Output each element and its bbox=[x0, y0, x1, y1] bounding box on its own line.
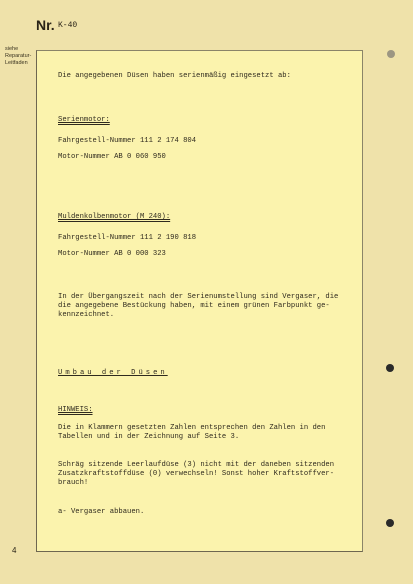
header-code: K-40 bbox=[58, 21, 78, 30]
uebergang-line-3: kennzeichnet. bbox=[58, 311, 115, 319]
hinweis-line-2: Tabellen und in der Zeichnung auf Seite 3. bbox=[58, 433, 240, 441]
serienmotor-heading: Serienmotor: bbox=[58, 116, 110, 124]
schraeg-line-1: Schräg sitzende Leerlaufdüse (3) nicht mit der daneben sitzenden bbox=[58, 461, 335, 469]
punch-hole-icon bbox=[387, 50, 395, 58]
uebergang-line-1: In der Übergangszeit nach der Serienumstellung sind Vergaser, die bbox=[58, 293, 339, 301]
page-number: 4 bbox=[12, 546, 17, 555]
side-note: siehe Reparatur-Leitfaden bbox=[5, 46, 32, 66]
hinweis-line-1: Die in Klammern gesetzten Zahlen entsprechen den Zahlen in den bbox=[58, 424, 326, 432]
mulden-heading: Muldenkolbenmotor (M 240): bbox=[58, 213, 171, 221]
step-a: a- Vergaser abbauen. bbox=[58, 508, 145, 516]
uebergang-line-2: die angegebene Bestückung haben, mit einem grünen Farbpunkt ge- bbox=[58, 302, 330, 310]
hinweis-heading: HINWEIS: bbox=[58, 406, 93, 414]
punch-hole-icon bbox=[386, 519, 394, 527]
schraeg-line-3: brauch! bbox=[58, 479, 89, 487]
serien-motor: Motor-Nummer AB 0 060 950 bbox=[58, 153, 166, 161]
schraeg-line-2: Zusatzkraftstoffdüse (0) verwechseln! Sonst hoher Kraftstoffver- bbox=[58, 470, 335, 478]
intro-line: Die angegebenen Düsen haben serienmäßig eingesetzt ab: bbox=[58, 72, 291, 80]
punch-hole-icon bbox=[386, 364, 394, 372]
header-nr: Nr. bbox=[36, 17, 55, 33]
mulden-fahrgestell: Fahrgestell-Nummer 111 2 190 818 bbox=[58, 234, 197, 242]
mulden-motor: Motor-Nummer AB 0 000 323 bbox=[58, 250, 166, 258]
umbau-heading: Umbau der Düsen bbox=[58, 369, 168, 377]
serien-fahrgestell: Fahrgestell-Nummer 111 2 174 804 bbox=[58, 137, 197, 145]
